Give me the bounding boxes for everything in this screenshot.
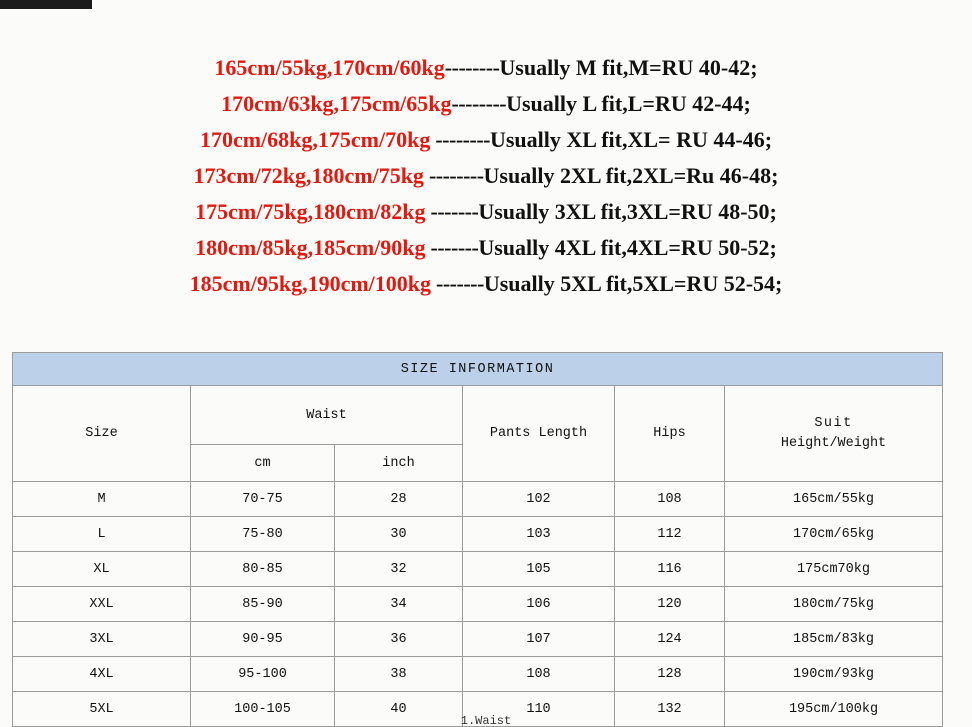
header-suit <box>725 386 943 482</box>
cell-size: 5XL <box>13 692 191 727</box>
cell-hips: 116 <box>615 552 725 587</box>
top-bar-dark-segment <box>0 0 92 9</box>
fit-line-result: Usually L fit,L=RU 42-44; <box>506 91 751 116</box>
fit-line-result: Usually 4XL fit,4XL=RU 50-52; <box>478 235 777 260</box>
table-header-row <box>13 386 943 445</box>
fit-line-measurements: 175cm/75kg,180cm/82kg <box>195 199 426 224</box>
fit-line-measurements: 180cm/85kg,185cm/90kg <box>195 235 426 260</box>
cell-suit: 195cm/100kg <box>725 692 943 727</box>
fit-line <box>0 266 972 302</box>
cell-waist-inch: 30 <box>335 517 463 552</box>
fit-line-result: Usually 3XL fit,3XL=RU 48-50; <box>478 199 777 224</box>
table-row <box>13 552 943 587</box>
cell-waist-inch: 40 <box>335 692 463 727</box>
cell-waist-cm: 70-75 <box>191 482 335 517</box>
table-title: SIZE INFORMATION <box>13 353 943 386</box>
fit-line <box>0 50 972 86</box>
cell-suit: 190cm/93kg <box>725 657 943 692</box>
cell-hips: 132 <box>615 692 725 727</box>
cell-suit: 165cm/55kg <box>725 482 943 517</box>
fit-line-dashes: ------- <box>425 235 479 260</box>
fit-line-result: Usually 5XL fit,5XL=RU 52-54; <box>483 271 783 296</box>
header-hips: Hips <box>615 386 725 482</box>
cell-size: L <box>13 517 191 552</box>
fit-line-result: Usually M fit,M=RU 40-42; <box>499 55 758 80</box>
cell-waist-inch: 28 <box>335 482 463 517</box>
fit-line-dashes: ------- <box>431 271 484 296</box>
cell-hips: 124 <box>615 622 725 657</box>
cell-suit: 170cm/65kg <box>725 517 943 552</box>
fit-line <box>0 230 972 266</box>
cell-hips: 120 <box>615 587 725 622</box>
size-information-table <box>12 352 942 727</box>
cell-size: 4XL <box>13 657 191 692</box>
top-bar <box>0 0 972 9</box>
header-waist: Waist <box>191 386 463 445</box>
header-size: Size <box>13 386 191 482</box>
fit-line <box>0 86 972 122</box>
table-row <box>13 657 943 692</box>
fit-line-dashes: -------- <box>444 55 500 80</box>
cell-pants-length: 107 <box>463 622 615 657</box>
table-title-row <box>13 353 943 386</box>
cell-waist-inch: 36 <box>335 622 463 657</box>
cell-pants-length: 102 <box>463 482 615 517</box>
fit-line-measurements: 165cm/55kg,170cm/60kg <box>214 55 445 80</box>
cell-pants-length: 103 <box>463 517 615 552</box>
fit-line-dashes: -------- <box>430 127 490 152</box>
cell-size: XL <box>13 552 191 587</box>
table-row <box>13 517 943 552</box>
fit-line-dashes: -------- <box>423 163 484 188</box>
cell-pants-length: 106 <box>463 587 615 622</box>
table-row <box>13 622 943 657</box>
header-suit-line2: Height/Weight <box>780 435 887 451</box>
table-row <box>13 482 943 517</box>
fit-line-measurements: 185cm/95kg,190cm/100kg <box>189 271 432 296</box>
cell-suit: 175cm70kg <box>725 552 943 587</box>
fit-line-dashes: ------- <box>425 199 479 224</box>
fit-line <box>0 158 972 194</box>
cell-suit: 180cm/75kg <box>725 587 943 622</box>
cell-size: M <box>13 482 191 517</box>
cell-waist-cm: 90-95 <box>191 622 335 657</box>
fit-line-result: Usually 2XL fit,2XL=Ru 46-48; <box>483 163 779 188</box>
header-waist-cm: cm <box>191 445 335 482</box>
cell-size: 3XL <box>13 622 191 657</box>
cell-pants-length: 108 <box>463 657 615 692</box>
bottom-note: 1.Waist <box>460 714 512 726</box>
table-row <box>13 587 943 622</box>
fit-line-measurements: 170cm/68kg,175cm/70kg <box>199 127 431 152</box>
cell-waist-cm: 100-105 <box>191 692 335 727</box>
cell-waist-inch: 32 <box>335 552 463 587</box>
cell-waist-cm: 80-85 <box>191 552 335 587</box>
fit-line-dashes: -------- <box>451 91 507 116</box>
cell-size: XXL <box>13 587 191 622</box>
fit-line <box>0 122 972 158</box>
fit-line-measurements: 173cm/72kg,180cm/75kg <box>193 163 424 188</box>
cell-hips: 108 <box>615 482 725 517</box>
cell-pants-length: 105 <box>463 552 615 587</box>
cell-waist-cm: 95-100 <box>191 657 335 692</box>
header-suit-line1: Suit <box>814 415 853 431</box>
header-waist-inch: inch <box>335 445 463 482</box>
cell-hips: 128 <box>615 657 725 692</box>
cell-waist-inch: 38 <box>335 657 463 692</box>
cell-waist-inch: 34 <box>335 587 463 622</box>
fit-line-result: Usually XL fit,XL= RU 44-46; <box>489 127 773 152</box>
cell-suit: 185cm/83kg <box>725 622 943 657</box>
cell-pants-length: 110 <box>463 692 615 727</box>
fit-chart <box>0 50 972 302</box>
cell-hips: 112 <box>615 517 725 552</box>
fit-line <box>0 194 972 230</box>
cell-waist-cm: 85-90 <box>191 587 335 622</box>
header-pants-length: Pants Length <box>463 386 615 482</box>
fit-line-measurements: 170cm/63kg,175cm/65kg <box>221 91 452 116</box>
cell-waist-cm: 75-80 <box>191 517 335 552</box>
